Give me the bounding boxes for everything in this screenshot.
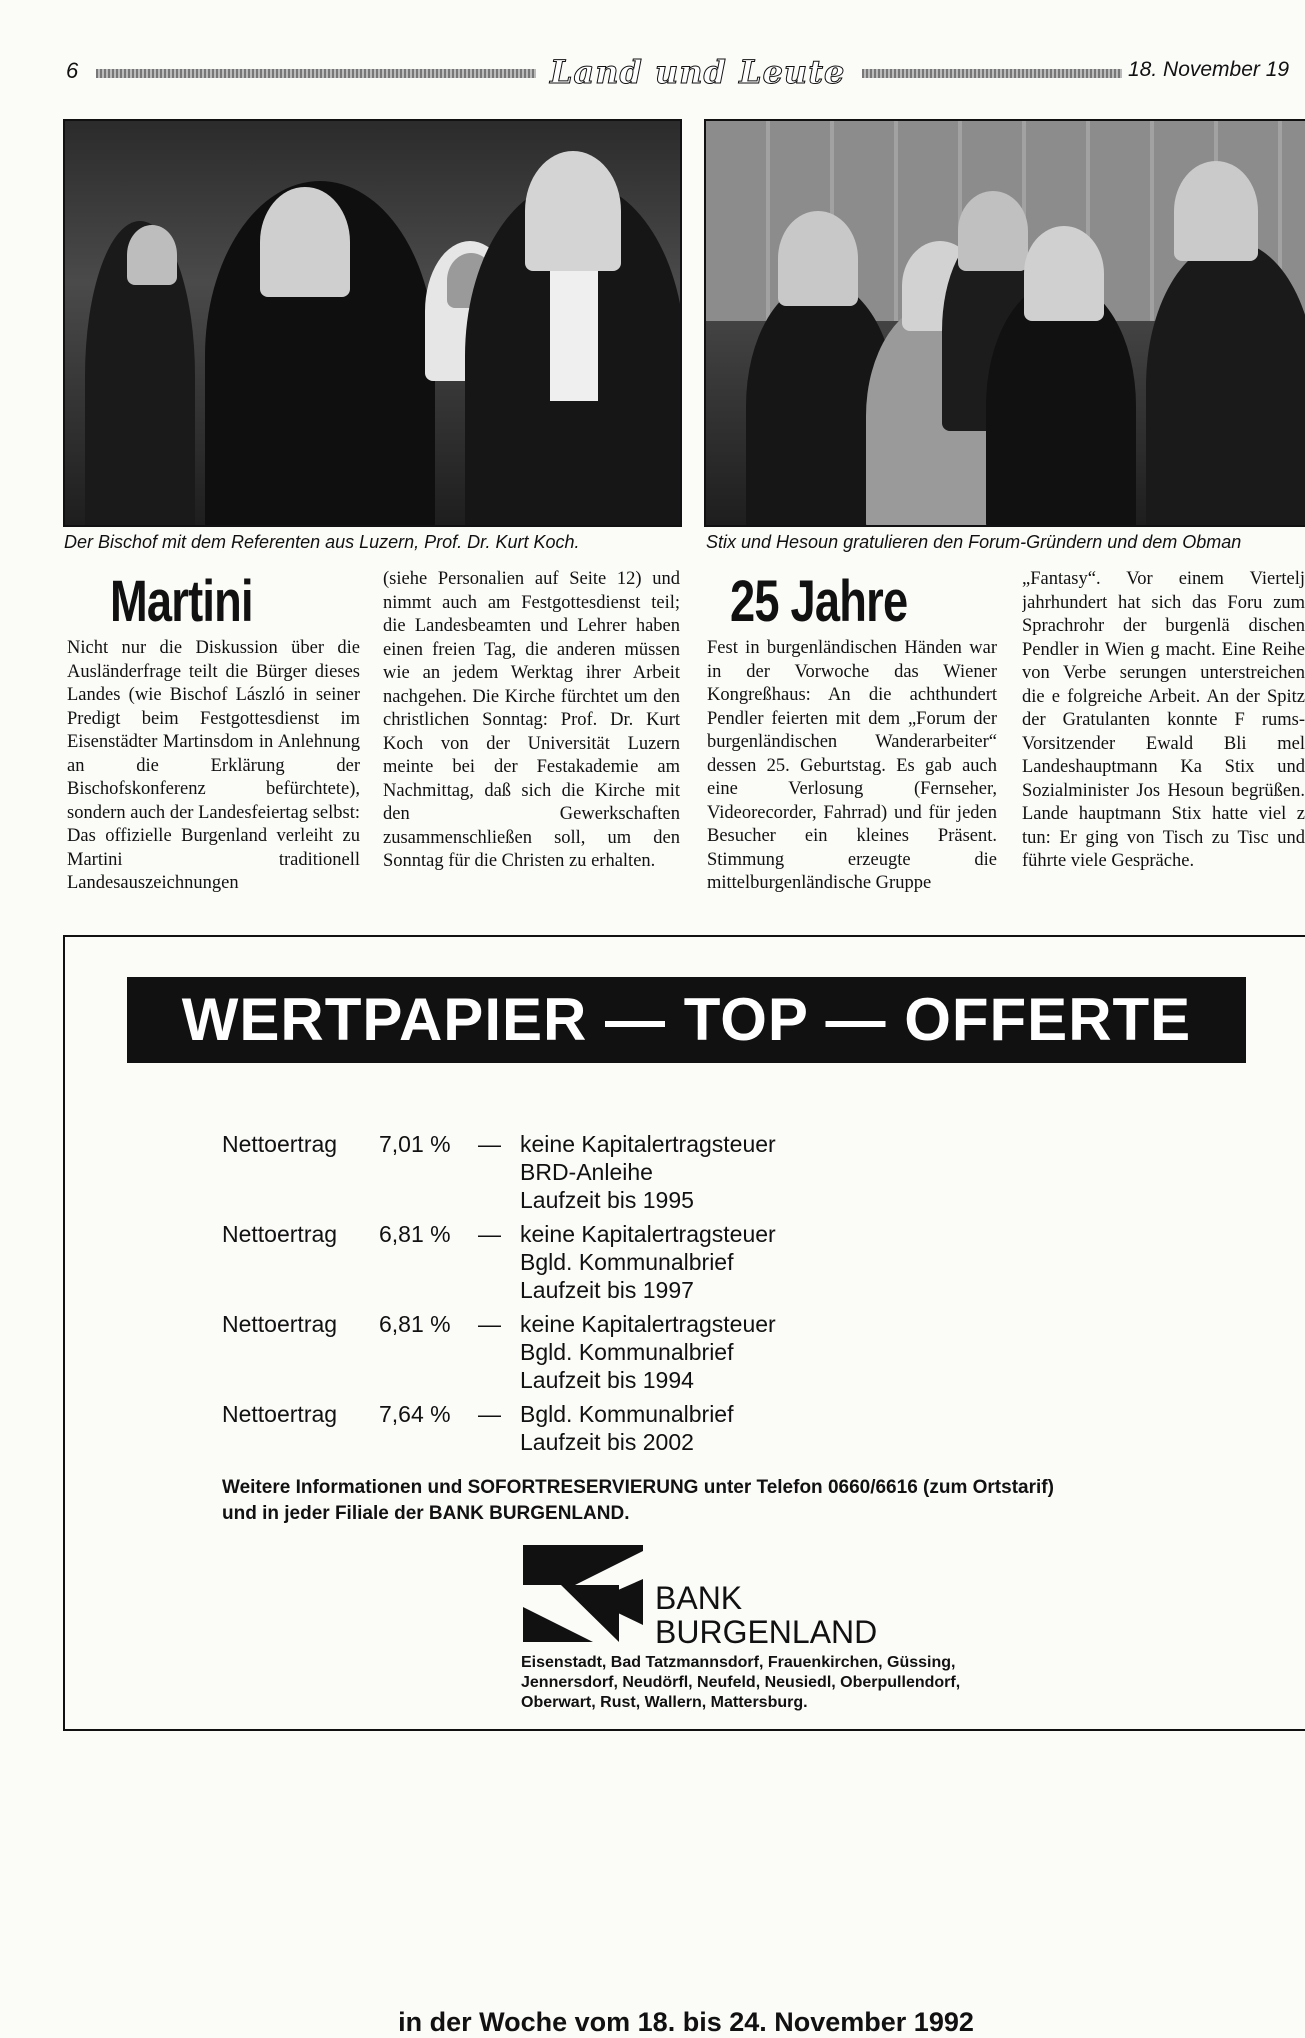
bank-name-1: BANK — [655, 1580, 743, 1616]
caption-left: Der Bischof mit dem Referenten aus Luzern, Prof. Dr. Kurt Koch. — [64, 532, 580, 552]
offer-3-line-3: Laufzeit bis 1994 — [520, 1367, 694, 1393]
photo-forum — [704, 119, 1305, 527]
offer-4-label: Nettoertrag — [222, 1401, 338, 1427]
offer-3-label: Nettoertrag — [222, 1311, 338, 1337]
offer-4-line-1: Bgld. Kommunalbrief — [520, 1401, 734, 1427]
offer-3-rate: 6,81 % — [379, 1311, 451, 1337]
offer-3-line-1: keine Kapitalertragsteuer — [520, 1311, 776, 1337]
offer-1-rate: 7,01 % — [379, 1131, 451, 1157]
offer-2-label: Nettoertrag — [222, 1221, 338, 1247]
martini-column-2 — [383, 568, 680, 874]
jahre-headline: 25 Jahre — [730, 569, 908, 634]
martini-text-1: Nicht nur die Diskussion über die Ausländerfrage teilt die Bürger dieses Landes (wie Bischof László in seiner Predigt beim Festgottesdienst im Eisenstädter Martinsdom in Anlehnung an die Erklärung der Bischofskonferenz befürchtete), sondern auch der Landesfeiertag selbst: Das offizielle Burgenland verleiht zu Martini traditionell Landesauszeichnungen — [67, 638, 360, 893]
jahre-text-2: „Fantasy“. Vor einem Viertelj jahrhundert hat sich das Foru zum Sprachrohr der burgenlä dischen Pendler in Wien g macht. Eine Reihe von Verbe serungen unterstreichen die e folgreiche Arbeit. An der Spitz der Gratulanten konnte F rums-Vorsitzender Ewald Bli mel Landeshauptmann Ka Stix und Sozialminister Jos Hesoun begrüßen. Lande hauptmann Stix hatte viel z tun: Er ging von Tisch zu Tisc und führte viele Gespräche. — [1022, 569, 1305, 871]
ad-subtitle: in der Woche vom 18. bis 24. November 1992 — [398, 2007, 974, 2037]
martini-text-2: (siehe Personalien auf Seite 12) und nimmt auch am Festgottesdienst teil; die Landesbeamten und Lehrer haben einen freien Tag, die anderen müssen wie an jedem Werktag ihrer Arbeit nachgehen. Die Kirche fürchtet um den christlichen Sonntag: Prof. Dr. Kurt Koch von der Universität Luzern meinte bei der Festakademie am Nachmittag, daß sich die Kirche mit den Gewerkschaften zusammenschließen soll, um den Sonntag für die Christen zu erhalten. — [383, 569, 680, 871]
offer-1-line-2: BRD-Anleihe — [520, 1159, 653, 1185]
ad-banner: WERTPAPIER — TOP — OFFERTE — [127, 977, 1246, 1063]
bank-logo-icon — [523, 1545, 643, 1642]
offer-1-dash: — — [478, 1131, 501, 1157]
header-rule-right — [862, 69, 1122, 78]
branches-line-2: Jennersdorf, Neudörfl, Neufeld, Neusiedl, Oberpullendorf, — [521, 1674, 961, 1691]
bank-name-2: BURGENLAND — [655, 1614, 878, 1650]
offer-2-rate: 6,81 % — [379, 1221, 451, 1247]
offer-3-dash: — — [478, 1311, 501, 1337]
martini-headline: Martini — [110, 569, 253, 634]
martini-column-1 — [67, 637, 360, 896]
branches-line-3: Oberwart, Rust, Wallern, Mattersburg. — [521, 1694, 808, 1711]
offer-2-line-1: keine Kapitalertragsteuer — [520, 1221, 776, 1247]
issue-date: 18. November 19 — [1128, 58, 1290, 81]
jahre-column-2 — [1022, 568, 1305, 874]
offer-2-line-2: Bgld. Kommunalbrief — [520, 1249, 734, 1275]
offer-4-line-2: Laufzeit bis 2002 — [520, 1429, 694, 1455]
offer-1-line-1: keine Kapitalertragsteuer — [520, 1131, 776, 1157]
offer-4-dash: — — [478, 1401, 501, 1427]
offer-2-dash: — — [478, 1221, 501, 1247]
caption-right: Stix und Hesoun gratulieren den Forum-Gründern und dem Obman — [706, 532, 1242, 552]
branches-line-1: Eisenstadt, Bad Tatzmannsdorf, Frauenkirchen, Güssing, — [521, 1654, 956, 1671]
offer-2-line-3: Laufzeit bis 1997 — [520, 1277, 694, 1303]
header-rule-left — [96, 69, 536, 78]
page-number: 6 — [66, 58, 79, 83]
jahre-column-1 — [707, 637, 997, 896]
offer-4-rate: 7,64 % — [379, 1401, 451, 1427]
info-line-2: und in jeder Filiale der BANK BURGENLAND. — [222, 1503, 630, 1524]
offer-1-label: Nettoertrag — [222, 1131, 338, 1157]
photo-bishop — [63, 119, 682, 527]
info-line-1: Weitere Informationen und SOFORTRESERVIERUNG unter Telefon 0660/6616 (zum Ortstarif) — [222, 1477, 1054, 1498]
jahre-text-1: Fest in burgenländischen Händen war in der Vorwoche das Wiener Kongreßhaus: An die achthundert Pendler feierten mit dem „Forum der burgenländischen Wanderarbeiter“ dessen 25. Geburtstag. Es gab auch eine Verlosung (Fernseher, Videorecorder, Fahrrad) und für jeden Besucher ein kleines Präsent. Stimmung erzeugte die mittelburgenländische Gruppe — [707, 638, 997, 893]
offer-3-line-2: Bgld. Kommunalbrief — [520, 1339, 734, 1365]
section-title: Land und Leute — [550, 53, 846, 91]
offer-1-line-3: Laufzeit bis 1995 — [520, 1187, 694, 1213]
